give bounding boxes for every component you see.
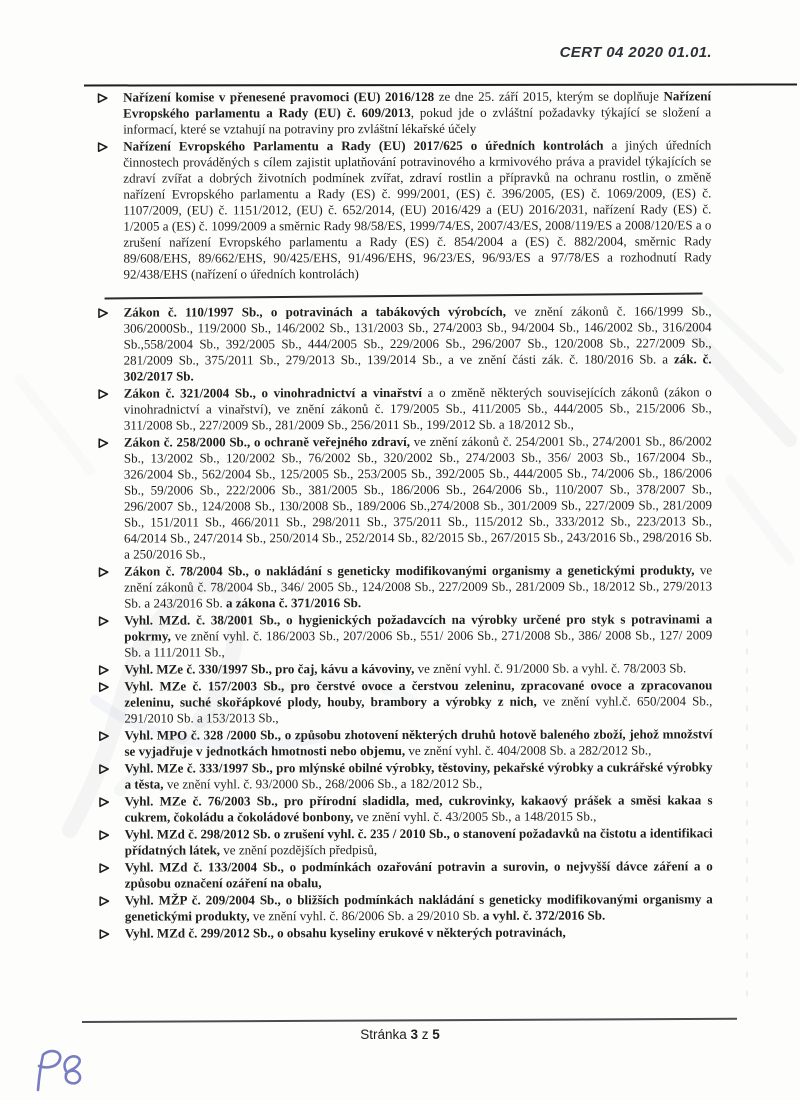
entry-text: Vyhl. MPO č. 328 /2000 Sb., o způsobu zhotovení některých druhů hotově baleného zboží, jehož množství se vyjadřuje v jednotkách hmotnosti nebo objemu, ve znění vyhl. č. 404/2008 Sb. a 282/2012 Sb.,: [124, 726, 713, 759]
list-item: [96, 726, 712, 759]
page-number-current: 3: [410, 1027, 418, 1042]
regulations-list-national: [96, 303, 713, 941]
bullet-arrowhead-icon: [99, 895, 110, 906]
bullet-arrowhead-icon: [98, 307, 109, 318]
list-item: [96, 562, 712, 611]
bullet-arrowhead-icon: [98, 437, 109, 448]
bullet-arrowhead-icon: [98, 664, 109, 675]
bullet-arrowhead-icon: [97, 92, 108, 103]
list-item: [96, 384, 712, 433]
list-item: [97, 825, 713, 858]
bullet-arrowhead-icon: [98, 681, 109, 692]
section-divider: [105, 293, 703, 300]
list-item: [97, 858, 713, 891]
bullet-arrowhead-icon: [98, 615, 109, 626]
list-item: [97, 891, 713, 924]
document-code: CERT 04 2020 01.01.: [559, 44, 712, 61]
regulations-list-eu: [95, 88, 711, 282]
list-item: [97, 924, 713, 941]
list-item: [96, 611, 712, 660]
bullet-arrowhead-icon: [98, 730, 109, 741]
entry-text: Vyhl. MZd č. 299/2012 Sb., o obsahu kyseliny erukové v některých potravinách,: [124, 924, 566, 941]
list-item: [95, 88, 711, 137]
bullet-arrowhead-icon: [98, 388, 109, 399]
document-body: [95, 88, 713, 942]
header-rule: [84, 84, 797, 87]
bullet-arrowhead-icon: [99, 862, 110, 873]
page-number: [0, 1027, 800, 1042]
entry-text: Zákon č. 78/2004 Sb., o nakládání s geneticky modifikovanými organismy a genetickými produkty, ve znění zákonů č. 78/2004 Sb., 346/ 2005 Sb., 124/2008 Sb., 227/2009 Sb., 281/2009 Sb., 18/2012 Sb., 279/2013 Sb. a 243/2016 Sb. a zákona č. 371/2016 Sb.: [124, 562, 713, 611]
entry-text: Nařízení Evropského Parlamentu a Rady (EU) 2017/625 o úředních kontrolách a jiných úředních činnostech prováděných s cílem zajistit uplatňování potravinového a krmivového práva a pravidel týkajících se zdraví zvířat a dobrých životních podmínek zvířat, zdraví rostlin a přípravků na ochranu rostlin, o změně nařízení Evropského parlamentu a Rady (ES) č. 999/2001, (ES) č. 396/2005, (ES) č. 1069/2009, (ES) č. 1107/2009, (EU) č. 1151/2012, (EU) č. 652/2014, (EU) 2016/429 a (EU) 2016/2031, nařízení Rady (ES) č. 1/2005 a (ES) č. 1099/2009 a směrnic Rady 98/58/ES, 1999/74/ES, 2007/43/ES, 2008/119/ES a 2008/120/ES a o zrušení nařízení Evropského parlamentu a Rady (ES) č. 854/2004 a (ES) č. 882/2004, směrnic Rady 89/608/EHS, 89/662/EHS, 90/425/EHS, 91/496/EHS, 96/23/ES, 96/93/ES a 97/78/ES a rozhodnutí Rady 92/438/EHS (nařízení o úředních kontrolách): [123, 137, 712, 282]
list-item: [95, 137, 711, 282]
bullet-arrowhead-icon: [99, 796, 110, 807]
page-number-of-word: z: [418, 1027, 433, 1042]
list-item: [96, 303, 712, 384]
entry-text: Vyhl. MZe č. 157/2003 Sb., pro čerstvé ovoce a čerstvou zeleninu, zpracované ovoce a zpracovanou zeleninu, suché skořápkové plody, houby, brambory a výrobky z nich, ve znění vyhl.č. 650/2004 Sb., 291/2010 Sb. a 153/2013 Sb.,: [124, 677, 713, 726]
bullet-arrowhead-icon: [97, 141, 108, 152]
bullet-arrowhead-icon: [98, 566, 109, 577]
bullet-arrowhead-icon: [99, 928, 110, 939]
entry-text: Vyhl. MZd č. 133/2004 Sb., o podmínkách ozařování potravin a surovin, o nejvyšší dávce záření a o způsobu označení ozáření na obalu,: [124, 858, 713, 891]
entry-text: Zákon č. 110/1997 Sb., o potravinách a tabákových výrobcích, ve znění zákonů č. 166/1999 Sb., 306/2000Sb., 119/2000 Sb., 146/2002 Sb., 131/2003 Sb., 274/2003 Sb., 94/2004 Sb., 146/2002 Sb., 316/2004 Sb.,558/2004 Sb., 392/2005 Sb., 444/2005 Sb., 229/2006 Sb., 296/2007 Sb., 120/2008 Sb., 227/2009 Sb., 281/2009 Sb., 375/2011 Sb., 279/2013 Sb., 139/2014 Sb., a ve znění části zák. č. 180/2016 Sb. a zák. č. 302/2017 Sb.: [123, 303, 712, 384]
bullet-arrowhead-icon: [99, 829, 110, 840]
entry-text: Zákon č. 258/2000 Sb., o ochraně veřejného zdraví, ve znění zákonů č. 254/2001 Sb., 274/2001 Sb., 86/2002 Sb., 13/2002 Sb., 120/2002 Sb., 76/2002 Sb., 320/2002 Sb., 274/2003 Sb., 356/ 2003 Sb., 167/2004 Sb., 326/2004 Sb., 562/2004 Sb., 125/2005 Sb., 253/2005 Sb., 392/2005 Sb., 444/2005 Sb., 74/2006 Sb., 186/2006 Sb., 59/2006 Sb., 222/2006 Sb., 381/2005 Sb., 186/2006 Sb., 264/2006 Sb., 110/2007 Sb., 378/2007 Sb., 296/2007 Sb., 124/2008 Sb., 130/2008 Sb., 189/2006 Sb.,274/2008 Sb., 301/2009 Sb., 227/2009 Sb., 281/2009 Sb., 151/2011 Sb., 466/2011 Sb., 298/2011 Sb., 375/2011 Sb., 115/2012 Sb., 333/2012 Sb., 223/2013 Sb., 64/2014 Sb., 247/2014 Sb., 250/2014 Sb., 252/2014 Sb., 82/2015 Sb., 267/2015 Sb., 243/2016 Sb., 298/2016 Sb. a 250/2016 Sb.,: [123, 433, 713, 562]
page-number-total: 5: [432, 1027, 440, 1042]
bullet-arrowhead-icon: [99, 763, 110, 774]
footer-rule: [82, 1018, 737, 1023]
entry-text: Vyhl. MZe č. 333/1997 Sb., pro mlýnské obilné výrobky, těstoviny, pekařské výrobky a cukrářské výrobky a těsta, ve znění vyhl. č. 93/2000 Sb., 268/2006 Sb., a 182/2012 Sb.,: [124, 759, 713, 792]
list-item: [96, 677, 712, 726]
entry-text: Vyhl. MZd č. 298/2012 Sb. o zrušení vyhl. č. 235 / 2010 Sb., o stanovení požadavků na čistotu a identifikaci přídatných látek, ve znění pozdějších předpisů,: [124, 825, 713, 858]
entry-text: Vyhl. MZe č. 76/2003 Sb., pro přírodní sladidla, med, cukrovinky, kakaový prášek a směsi kakaa s cukrem, čokoládu a čokoládové bonbony, ve znění vyhl. č. 43/2005 Sb., a 148/2015 Sb.,: [124, 792, 713, 825]
list-item: [96, 433, 712, 562]
handwritten-mark-p8: [26, 1048, 88, 1096]
entry-text: Nařízení komise v přenesené pravomoci (EU) 2016/128 ze dne 25. září 2015, kterým se doplňuje Nařízení Evropského parlamentu a Rady (EU) č. 609/2013, pokud jde o zvláštní požadavky týkající se složení a informací, které se vztahují na potraviny pro zvláštní lékařské účely: [123, 88, 712, 137]
entry-text: Vyhl. MZd. č. 38/2001 Sb., o hygienických požadavcích na výrobky určené pro styk s potravinami a pokrmy, ve znění vyhl. č. 186/2003 Sb., 207/2006 Sb., 551/ 2006 Sb., 271/2008 Sb., 386/ 2008 Sb., 127/ 2009 Sb. a 111/2011 Sb.,: [124, 611, 713, 660]
entry-text: Zákon č. 321/2004 Sb., o vinohradnictví a vinařství a o změně některých souvisejících zákonů (zákon o vinohradnictví a vinařství), ve znění zákonů č. 179/2005 Sb., 411/2005 Sb., 444/2005 Sb., 215/2006 Sb., 311/2008 Sb., 227/2009 Sb., 281/2009 Sb., 256/2011 Sb., 199/2012 Sb. a 18/2012 Sb.,: [123, 384, 712, 433]
list-item: [97, 759, 713, 792]
entry-text: Vyhl. MŽP č. 209/2004 Sb., o bližších podmínkách nakládání s geneticky modifikovanými organismy a genetickými produkty, ve znění vyhl. č. 86/2006 Sb. a 29/2010 Sb. a vyhl. č. 372/2016 Sb.: [124, 891, 713, 924]
page-number-prefix: Stránka: [360, 1027, 411, 1042]
list-item: [96, 660, 712, 677]
entry-text: Vyhl. MZe č. 330/1997 Sb., pro čaj, kávu a kávoviny, ve znění vyhl. č. 91/2000 Sb. a vyhl. č. 78/2003 Sb.: [124, 660, 687, 677]
list-item: [97, 792, 713, 825]
